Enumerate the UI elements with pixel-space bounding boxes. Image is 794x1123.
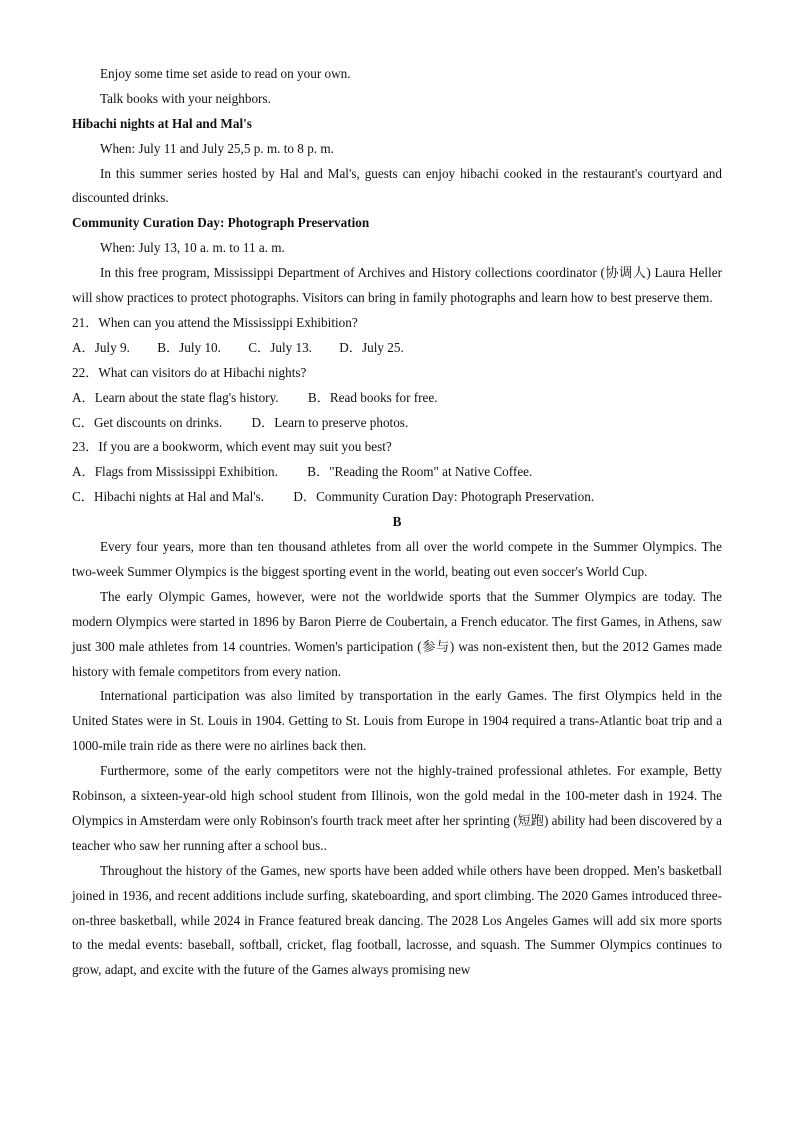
passage-b-paragraph: Every four years, more than ten thousand athletes from all over the world compete in the Summer Olympics. The two-week Summer Olympics is the biggest sporting event in the world, beating out even soccer's World Cup. [72,538,722,579]
q23-option-a: A．Flags from Mississippi Exhibition. [72,464,278,480]
curation-when: When: July 13, 10 a. m. to 11 a. m. [100,240,285,256]
q22-option-d: D．Learn to preserve photos. [251,414,409,430]
hibachi-when: When: July 11 and July 25,5 p. m. to 8 p. m. [100,140,334,156]
question-21-options [72,336,722,361]
q21-option-b: B．July 10. [157,339,221,355]
question-23-options-row2 [72,485,722,510]
passage-b-paragraph: Throughout the history of the Games, new sports have been added while others have been dropped. Men's basketball joined in 1936, and recent additions include surfing, skateboarding, and sport climbing. The 2020 Games introduced three-on-three basketball, while 2024 in France featured break dancing. The 2028 Los Angeles Games will add six more sports to the medal events: baseball, softball, cricket, flag football, lacrosse, and squash. The Summer Olympics continues to grow, adapt, and excite with the future of the Games always promising new [72,862,722,978]
question-22-options-row1 [72,386,722,411]
q21-option-c: C．July 13. [248,339,312,355]
q22-option-b: B．Read books for free. [307,389,438,405]
q23-option-b: B．"Reading the Room" at Native Coffee. [307,464,533,480]
q23-option-d: D．Community Curation Day: Photograph Preservation. [293,489,595,505]
passage-b-paragraph: Furthermore, some of the early competitors were not the highly-trained professional athletes. For example, Betty Robinson, a sixteen-year-old high school student from Illinois, won the gold medal in the 100-meter dash in 1924. The Olympics in Amsterdam were only Robinson's fourth track meet after her sprinting (短跑) ability had been discovered by a teacher who saw her running after a school bus.. [72,763,722,853]
q21-option-a: A．July 9. [72,339,130,355]
question-23-stem: 23．If you are a bookworm, which event may suit you best? [72,439,392,455]
hibachi-heading: Hibachi nights at Hal and Mal's [72,115,252,131]
reading-line-2: Talk books with your neighbors. [100,90,271,106]
q22-option-a: A．Learn about the state flag's history. [72,389,279,405]
question-23-options-row1 [72,460,722,485]
reading-line-1: Enjoy some time set aside to read on your own. [100,66,351,81]
section-b-heading: B [392,514,402,530]
question-22-options-row2 [72,411,722,436]
hibachi-body: In this summer series hosted by Hal and Mal's, guests can enjoy hibachi cooked in the restaurant's courtyard and discounted drinks. [72,165,722,206]
question-22-stem: 22．What can visitors do at Hibachi nights? [72,364,307,380]
q23-option-c: C．Hibachi nights at Hal and Mal's. [72,489,265,505]
curation-body: In this free program, Mississippi Department of Archives and History collections coordinator (协调人) Laura Heller will show practices to protect photographs. Visitors can bring in family photographs and learn how to best preserve them. [72,265,722,306]
q21-option-d: D．July 25. [339,339,404,355]
curation-heading: Community Curation Day: Photograph Preservation [72,215,370,231]
document-page [72,62,722,983]
passage-b-paragraph: The early Olympic Games, however, were not the worldwide sports that the Summer Olympics are today. The modern Olympics were started in 1896 by Baron Pierre de Coubertain, a French educator. The first Games, in Athens, saw just 300 male athletes from 14 countries. Women's participation (参与) was non-existent then, but the 2012 Games made history with female competitors from every nation. [72,588,722,679]
passage-b-paragraph: International participation was also limited by transportation in the early Games. The first Olympics held in the United States were in St. Louis in 1904. Getting to St. Louis from Europe in 1904 required a trans-Atlantic boat trip and a 1000-mile train ride as there were no airlines back then. [72,688,722,754]
question-21-stem: 21．When can you attend the Mississippi Exhibition? [72,314,358,330]
q22-option-c: C．Get discounts on drinks. [72,414,223,430]
